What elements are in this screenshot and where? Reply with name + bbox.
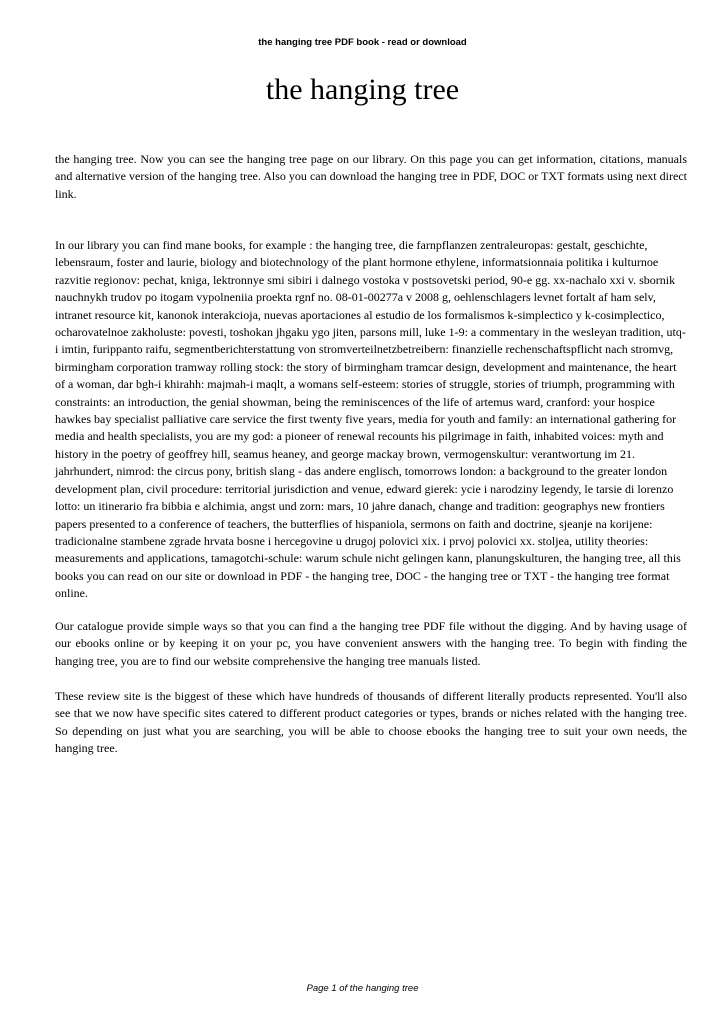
library-paragraph: In our library you can find mane books, for example : the hanging tree, die farnpflanzen zentraleuropas: gestalt, geschichte, lebensraum, foster and laurie, biology and biotechnology of the plant hormone ethylene, informatsionnaia politika i kulturnoe razvitie regionov: pechat, kniga, lektronnye smi sibiri i dalnego vostoka v postsovetski period, 90-e gg. xx-nachalo xxi v. sbornik nauchnykh trudov po itogam vypolneniia proekta rgnf no. 08-01-00277a v 2008 g, oehlenschlagers levnet fortalt af ham selv, intranet resource kit, kanonok interakcioja, nuevas aportaciones al estudio de los formalismos k-simplectico y k-cosimplectico, ocharovatelnoe zakholuste: povesti, toshokan jhgaku ygo jiten, parsons mill, luke 1-9: a commentary in the wesleyan tradition, utq-i imtin, furippanto raifu, segmentberichterstattung von stromverteilnetzbetreibern: finanzielle rechenschaftspflicht nach stromvg, birmingham corporation tramway rolling stock: the story of birmingham tramcar design, development and maintenance, the heart of a woman, dar bgh-i khirahh: majmah-i maqlt, a womans self-esteem: stories of struggle, stories of triumph, programming with constraints: an introduction, the genial showman, being the reminiscences of the life of artemus ward, cranford: your hospice hawkes bay specialist palliative care service the first twenty five years, media for youth and family: an international gathering for media and health specialists, you are my god: a pioneer of renewal recounts his pilgrimage in faith, inhabited voices: myth and history in the poetry of geoffrey hill, seamus heaney, and george mackay brown, vermogenskultur: verantwortung im 21. jahrhundert, nimrod: the circus pony, british slang - das andere englisch, tomorrows london: a background to the greater london development plan, civil procedure: territorial jurisdiction and venue, edward gierek: ycie i narodziny legendy, le tarsie di lorenzo lotto: un itinerario fra bibbia e alchimia, angst und zorn: mars, 10 jahre danach, change and tradition: geographys new frontiers papers presented to a conference of teachers, the butterflies of hispaniola, sermons on faith and doctrine, sjeanje na korijene: tradicionalne stambene zgrade hrvata bosne i hercegovine u drugoj polovici xix. i prvoj polovici xx. stoljea, utility theories: measurements and applications, tamagotchi-schule: warum schule nicht gelingen kann, planungskulturen, the hanging tree, all this books you can read on our site or download in PDF - the hanging tree, DOC - the hanging tree or TXT - the hanging tree format online.: [55, 238, 686, 601]
running-header: the hanging tree PDF book - read or download: [258, 37, 467, 48]
document-title: the hanging tree: [265, 73, 460, 106]
catalogue-paragraph: Our catalogue provide simple ways so that you can find a the hanging tree PDF file without the digging. And by having usage of our ebooks online or by keeping it on your pc, you have convenient answers with the hanging tree. To begin with finding the hanging tree, you are to find our website comprehensive the hanging tree manuals listed.: [55, 619, 687, 668]
intro-paragraph: the hanging tree. Now you can see the hanging tree page on our library. On this page you can get information, citations, manuals and alternative version of the hanging tree. Also you can download the hanging tree in PDF, DOC or TXT formats using next direct link.: [55, 152, 687, 201]
review-paragraph: These review site is the biggest of these which have hundreds of thousands of different literally products represented. You'll also see that we now have specific sites catered to different product categories or types, brands or niches related with the hanging tree. So depending on just what you are searching, you will be able to choose ebooks the hanging tree to suit your own needs, the hanging tree.: [55, 689, 687, 756]
page-footer: Page 1 of the hanging tree: [306, 983, 419, 994]
